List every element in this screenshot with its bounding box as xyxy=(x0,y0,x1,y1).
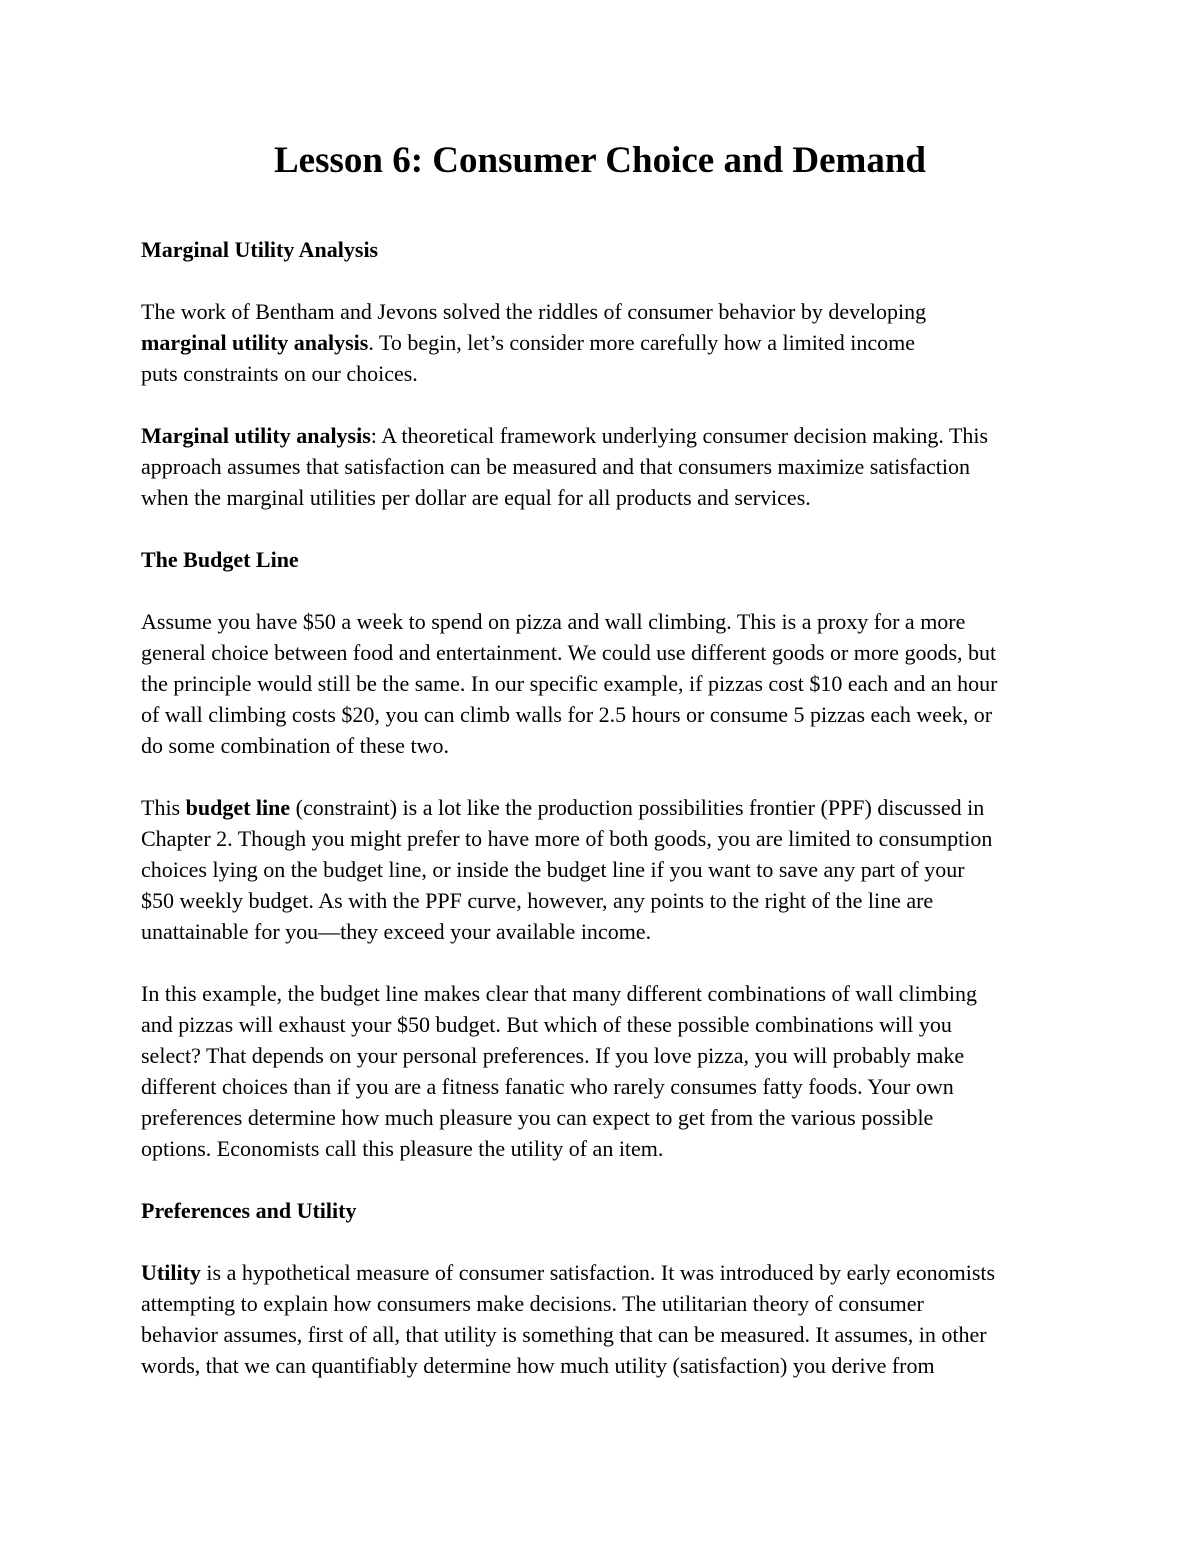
text-line: of wall climbing costs $20, you can climb walls for 2.5 hours or consume 5 pizzas each week, or xyxy=(141,702,993,727)
section-heading-marginal-utility: Marginal Utility Analysis xyxy=(141,237,379,262)
text-line: : A theoretical framework underlying consumer decision making. This xyxy=(370,423,989,448)
spacer xyxy=(141,575,1061,606)
text-line: attempting to explain how consumers make decisions. The utilitarian theory of consumer xyxy=(141,1291,924,1316)
text-line: when the marginal utilities per dollar are equal for all products and services. xyxy=(141,485,811,510)
paragraph-definition xyxy=(141,420,1061,513)
text-line: preferences determine how much pleasure you can expect to get from the various possible xyxy=(141,1105,934,1130)
text-line: puts constraints on our choices. xyxy=(141,361,418,386)
spacer xyxy=(141,265,1061,296)
text-line: different choices than if you are a fitness fanatic who rarely consumes fatty foods. Your own xyxy=(141,1074,954,1099)
text-fragment: This xyxy=(141,795,186,820)
text-line: and pizzas will exhaust your $50 budget. But which of these possible combinations will you xyxy=(141,1012,952,1037)
text-line: do some combination of these two. xyxy=(141,733,449,758)
section-heading-preferences-utility: Preferences and Utility xyxy=(141,1198,357,1223)
spacer xyxy=(141,947,1061,978)
paragraph-intro xyxy=(141,296,1061,389)
text-line: is a hypothetical measure of consumer satisfaction. It was introduced by early economists xyxy=(200,1260,996,1285)
paragraph-budget-constraint xyxy=(141,792,1061,947)
text-line: choices lying on the budget line, or inside the budget line if you want to save any part of your xyxy=(141,857,965,882)
bold-term: marginal utility analysis xyxy=(141,330,369,355)
text-line: the principle would still be the same. In our specific example, if pizzas cost $10 each and an hour xyxy=(141,671,998,696)
text-line: approach assumes that satisfaction can be measured and that consumers maximize satisfaction xyxy=(141,454,970,479)
text-line: (constraint) is a lot like the production possibilities frontier (PPF) discussed in xyxy=(290,795,985,820)
text-line: words, that we can quantifiably determine how much utility (satisfaction) you derive from xyxy=(141,1353,935,1378)
paragraph-budget-preferences xyxy=(141,978,1061,1164)
page-title: Lesson 6: Consumer Choice and Demand xyxy=(273,140,927,181)
spacer xyxy=(141,761,1061,792)
spacer xyxy=(141,1164,1061,1195)
spacer xyxy=(141,1226,1061,1257)
text-line: select? That depends on your personal preferences. If you love pizza, you will probably make xyxy=(141,1043,965,1068)
bold-term: budget line xyxy=(185,795,291,820)
paragraph-budget-example xyxy=(141,606,1061,761)
definition-term: Marginal utility analysis xyxy=(141,423,371,448)
text-line: options. Economists call this pleasure the utility of an item. xyxy=(141,1136,664,1161)
text-line: The work of Bentham and Jevons solved the riddles of consumer behavior by developing xyxy=(141,299,927,324)
text-line: $50 weekly budget. As with the PPF curve, however, any points to the right of the line are xyxy=(141,888,934,913)
bold-term: Utility xyxy=(141,1260,201,1285)
spacer xyxy=(141,389,1061,420)
text-line: general choice between food and entertainment. We could use different goods or more goods, but xyxy=(141,640,997,665)
spacer xyxy=(141,513,1061,544)
text-line: Assume you have $50 a week to spend on pizza and wall climbing. This is a proxy for a more xyxy=(141,609,966,634)
paragraph-utility xyxy=(141,1257,1061,1381)
document-body xyxy=(141,234,1061,1381)
text-line: Chapter 2. Though you might prefer to have more of both goods, you are limited to consumption xyxy=(141,826,993,851)
section-heading-budget-line: The Budget Line xyxy=(141,547,299,572)
text-line: unattainable for you—they exceed your available income. xyxy=(141,919,652,944)
text-line: behavior assumes, first of all, that utility is something that can be measured. It assumes, in other xyxy=(141,1322,987,1347)
text-line: . To begin, let’s consider more carefully how a limited income xyxy=(368,330,916,355)
text-line: In this example, the budget line makes clear that many different combinations of wall climbing xyxy=(141,981,977,1006)
